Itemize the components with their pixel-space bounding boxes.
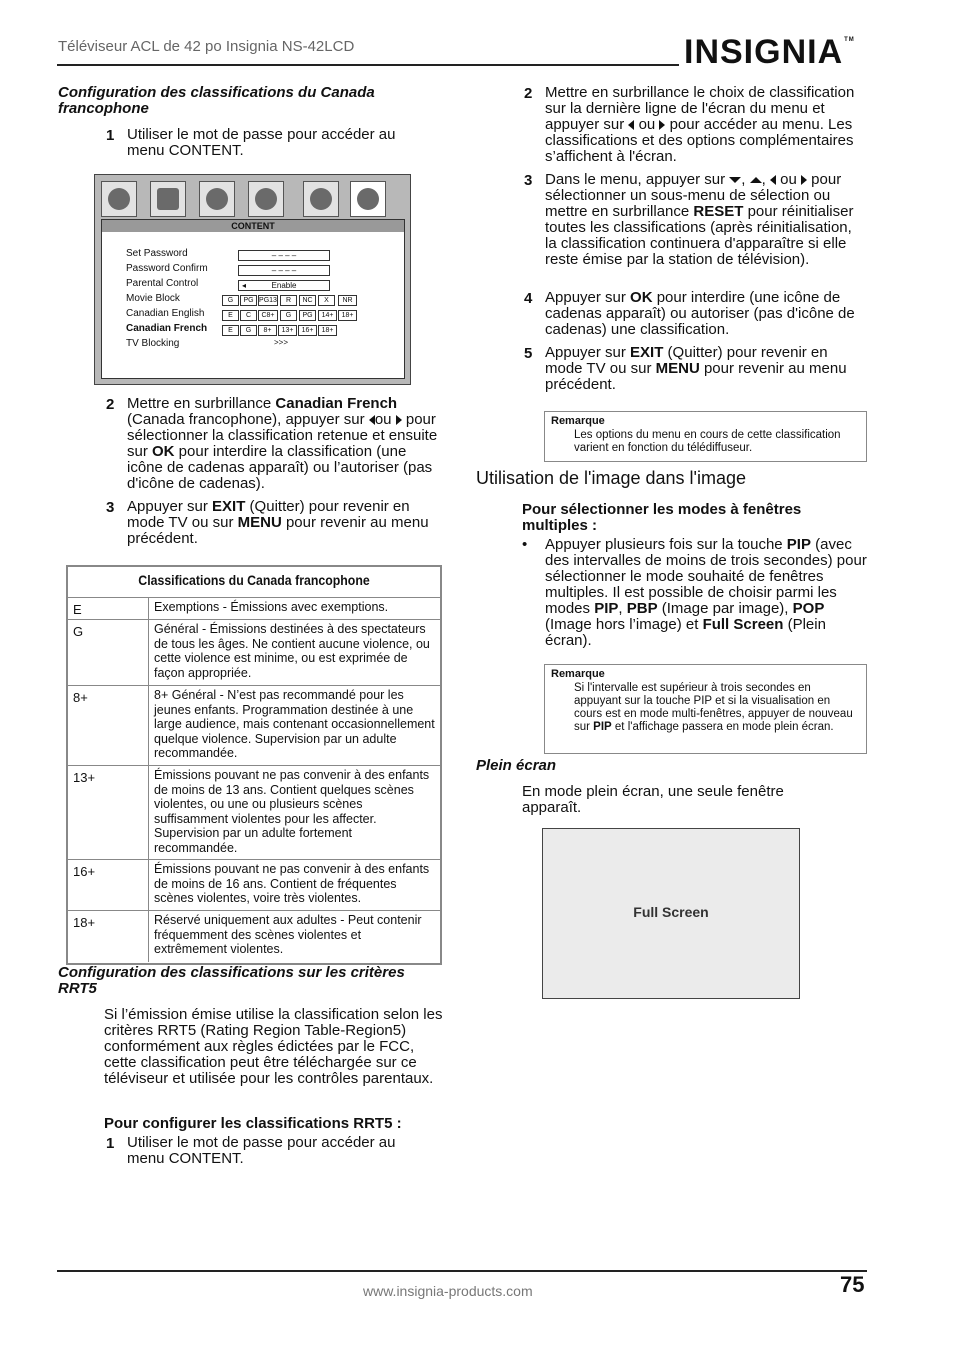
full-screen-text: En mode plein écran, une seule fenêtre apparaît.: [522, 783, 784, 816]
step-text: Appuyer sur OK pour interdire (une icône de cadenas apparaît) ou autoriser (pas d'icône de cadenas) une classification.: [545, 289, 855, 338]
step-number: 3: [524, 172, 533, 189]
step-text: Utiliser le mot de passe pour accéder au menu CONTENT.: [127, 126, 396, 159]
pip-icon: [150, 181, 186, 217]
rating-chip: E: [222, 325, 239, 336]
bullet-text: Appuyer plusieurs fois sur la touche PIP (avec des intervalles de moins de trois secondes) pour sélectionner le mode souhaité de fenêtres multiples. Il est possible de choisir parmi les modes PIP, PBP (Image par image), POP (Image hors l’image) et Full Screen (Plein écran).: [545, 536, 867, 649]
rating-code: 16+: [73, 864, 96, 879]
rating-chip: G: [222, 295, 239, 306]
menu-label: Movie Block: [126, 293, 180, 304]
rating-chip: PG: [299, 310, 316, 321]
menu-label-selected: Canadian French: [126, 323, 208, 334]
rating-description: Réservé uniquement aux adultes - Peut contenir fréquemment des scènes violentes et extrêmement violentes.: [154, 913, 422, 956]
footer-rule: [57, 1270, 867, 1272]
submenu-arrows: >>>: [274, 338, 289, 347]
content-menu-panel: [101, 219, 405, 379]
running-header: Téléviseur ACL de 42 po Insignia NS-42LCD: [58, 38, 355, 55]
table-row: [68, 765, 440, 860]
menu-label: Set Password: [126, 248, 188, 259]
step-text: Dans le menu, appuyer sur , , ou pour sélectionner un sous-menu de sélection ou mettre en surbrillance RESET pour réinitialiser toutes les classifications (après réinitialisation, la classification continuera d'apparaître si elle reste émise par la station de télévision).: [545, 171, 854, 268]
footer-url: www.insignia-products.com: [363, 1283, 533, 1299]
rating-description: Général - Émissions destinées à des spectateurs de tous les âges. Ne contient aucune violence, ou cette violence est minime, ou est exprimée de façon appropriée.: [154, 622, 430, 680]
step-number: 4: [524, 290, 533, 307]
step-number: 3: [106, 499, 115, 516]
rating-description: 8+ Général - N’est pas recommandé pour les jeunes enfants. Programmation destinée à une large audience, mais contenant occasionnellement quelque violence. Supervision par un adulte recommandée.: [154, 688, 435, 760]
step-text: Utiliser le mot de passe pour accéder au menu CONTENT.: [127, 1134, 396, 1167]
table-row: [68, 910, 440, 962]
table-row: [68, 685, 440, 766]
up-arrow-icon: [750, 177, 762, 183]
picture-icon: [101, 181, 137, 217]
step-number: 2: [524, 85, 533, 102]
full-screen-illustration: [542, 828, 800, 999]
table-row: [68, 859, 440, 911]
channel-icon: [303, 181, 339, 217]
rating-chip: X: [318, 295, 335, 306]
menu-label: Parental Control: [126, 278, 199, 289]
note-text: Si l'intervalle est supérieur à trois secondes en appuyant sur la touche PIP et si la visualisation en cours est en mode multi-fenêtres, appuyer de nouveau sur PIP et l'affichage passera en mode plein écran.: [574, 682, 853, 733]
rating-description: Émissions pouvant ne pas convenir à des enfants de moins de 13 ans. Contient quelques scènes violentes, ou une ou plusieurs scènes suffisamment violentes pour les affecter. Supervision par un adulte fortement recommandée.: [154, 768, 430, 855]
right-arrow-icon: [801, 175, 807, 185]
parental-control-select: ◂ Enable: [238, 280, 330, 291]
rating-chip: 18+: [338, 310, 357, 321]
rating-code: 18+: [73, 915, 96, 930]
left-arrow-icon: [628, 120, 634, 130]
left-arrow-icon: ◂: [242, 281, 247, 290]
menu-label: Canadian English: [126, 308, 205, 319]
step-number: 5: [524, 345, 533, 362]
right-arrow-icon: [659, 120, 665, 130]
setup-icon: [248, 181, 284, 217]
rating-chip: 13+: [278, 325, 297, 336]
rating-chip: 8+: [258, 325, 277, 336]
section-title-canada-fr: Configuration des classifications du Canada francophone: [58, 84, 375, 117]
step-text: Appuyer sur EXIT (Quitter) pour revenir en mode TV ou sur MENU pour revenir au menu précédent.: [127, 498, 429, 547]
content-lock-icon: [350, 181, 386, 217]
rating-chip: 14+: [318, 310, 337, 321]
note-text: Les options du menu en cours de cette classification varient en fonction du télédiffuseur.: [574, 429, 841, 454]
step-text: Mettre en surbrillance Canadian French (Canada francophone), appuyer sur ou pour sélectionner la classification retenue et ensuite sur OK pour interdire la classification (une icône de cadenas apparaît) ou l’autoriser (pas d'icône de cadenas).: [127, 395, 438, 492]
rating-code: 8+: [73, 690, 88, 705]
rating-chip: G: [280, 310, 297, 321]
left-arrow-icon: [770, 175, 776, 185]
menu-label: TV Blocking: [126, 338, 180, 349]
section-title-rrt5: Configuration des classifications sur les critères RRT5: [58, 964, 405, 997]
table-row: [68, 597, 440, 620]
rating-description: Émissions pouvant ne pas convenir à des enfants de moins de 16 ans. Contient de fréquentes scènes violentes, voire très violentes.: [154, 862, 430, 905]
rrt5-paragraph: Si l’émission émise utilise la classification selon les critères RRT5 (Rating Region Table-Region5) conformément aux règles édictées par le FCC, cette classification peut être téléchargée sur ce téléviseur et utilisée pour les contrôles parentaux.: [104, 1006, 443, 1087]
pip-procedure-heading: Pour sélectionner les modes à fenêtres multiples :: [522, 501, 802, 534]
rating-chip: NC: [299, 295, 316, 306]
table-title: Classifications du Canada francophone: [138, 572, 370, 588]
rating-code: E: [73, 602, 82, 617]
rating-chip: PG13: [259, 297, 277, 304]
canada-french-ratings-table: [66, 565, 442, 965]
rating-code: G: [73, 624, 84, 639]
down-arrow-icon: [729, 177, 741, 183]
page-number: 75: [840, 1272, 865, 1297]
table-row: [68, 619, 440, 686]
note-box: [544, 411, 867, 462]
right-arrow-icon: [396, 415, 402, 425]
step-number: 1: [106, 1135, 115, 1152]
step-number: 2: [106, 396, 115, 413]
content-menu-screenshot: [94, 174, 411, 385]
content-menu-title: CONTENT: [102, 220, 404, 232]
rating-chip: NR: [338, 295, 357, 306]
rrt5-procedure-heading: Pour configurer les classifications RRT5 :: [104, 1115, 402, 1132]
rating-chip: C8+: [258, 310, 278, 321]
menu-label: Password Confirm: [126, 263, 208, 274]
rating-chip: E: [222, 310, 239, 321]
section-title-full-screen: Plein écran: [476, 757, 557, 774]
rating-chip: G: [240, 325, 257, 336]
step-number: 1: [106, 127, 115, 144]
password-field: – – – –: [238, 250, 330, 261]
rating-chip: C: [240, 310, 257, 321]
audio-icon: [199, 181, 235, 217]
bullet: •: [522, 536, 528, 553]
note-title: Remarque: [551, 668, 605, 680]
rating-chip: 18+: [318, 325, 337, 336]
step-text: Appuyer sur EXIT (Quitter) pour revenir en mode TV ou sur MENU pour revenir au menu précédent.: [545, 344, 847, 393]
note-box: [544, 664, 867, 754]
step-text: Mettre en surbrillance le choix de classification sur la dernière ligne de l'écran du menu et appuyer sur ou pour accéder au menu. Les classifications et des options complémentaires s’affichent à l'écran.: [545, 84, 855, 165]
rating-description: Exemptions - Émissions avec exemptions.: [154, 600, 389, 614]
insignia-logo: INSIGNIA™: [684, 33, 855, 71]
rating-chip: R: [280, 295, 297, 306]
rating-code: 13+: [73, 770, 96, 785]
password-confirm-field: – – – –: [238, 265, 330, 276]
note-title: Remarque: [551, 415, 605, 427]
header-rule: [57, 64, 679, 66]
section-heading-pip: Utilisation de l'image dans l'image: [476, 468, 747, 488]
full-screen-label: Full Screen: [633, 904, 709, 920]
rating-chip: 16+: [298, 325, 317, 336]
rating-chip: PG: [240, 295, 257, 306]
